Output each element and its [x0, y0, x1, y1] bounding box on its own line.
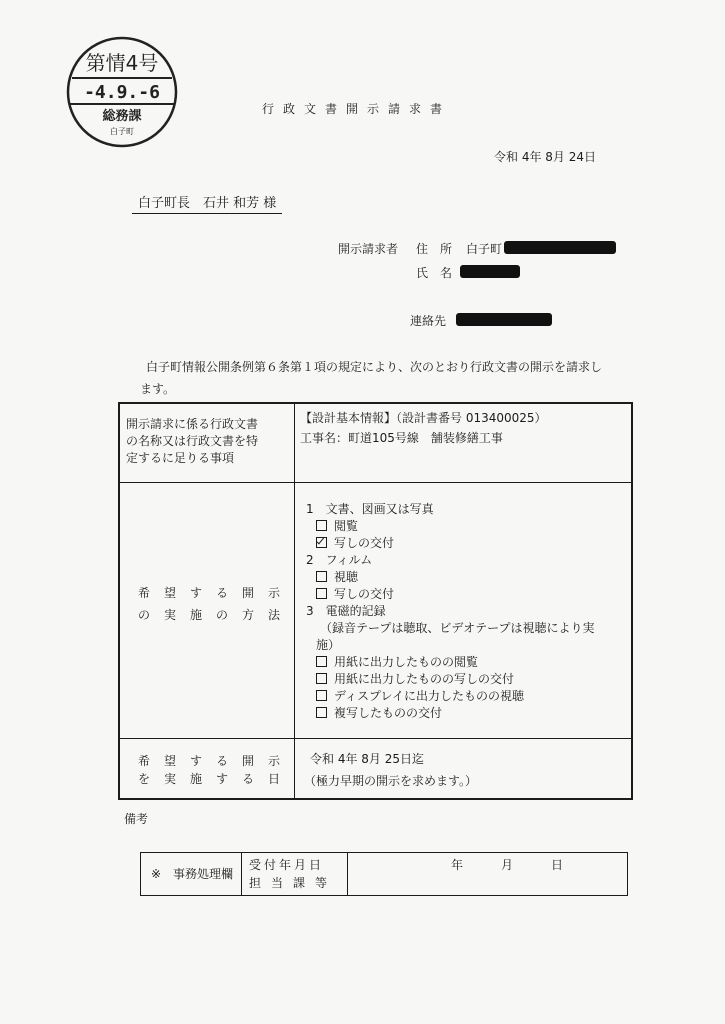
sub-label: 受付年月日 — [249, 858, 325, 872]
checkbox-icon[interactable] — [316, 707, 327, 718]
checkbox-icon[interactable] — [316, 588, 327, 599]
office-year: 年 — [451, 858, 464, 872]
intro-line-1: 白子町情報公開条例第６条第１項の規定により、次のとおり行政文書の開示を請求し — [146, 360, 603, 374]
intro-paragraph — [140, 356, 630, 400]
document-name-label — [126, 416, 258, 467]
value-line: 工事名：町道105号線 舗装修繕工事 — [300, 431, 503, 445]
office-sub-labels — [249, 856, 337, 892]
value-line: （極力早期の開示を求めます。） — [304, 774, 478, 788]
date-value — [304, 748, 478, 792]
option-duplicate-delivery[interactable] — [316, 704, 442, 721]
checkbox-icon[interactable] — [316, 571, 327, 582]
stamp-dept-text: 総務課 — [102, 109, 142, 124]
option-film-copy[interactable] — [316, 585, 394, 602]
office-use-label: ※ 事務処理欄 — [151, 867, 234, 881]
label-line: 希望する開示 — [138, 586, 295, 600]
reception-stamp-graphic — [64, 34, 180, 150]
remarks-label: 備考 — [124, 812, 149, 826]
option-label: 写しの交付 — [334, 587, 395, 601]
checkbox-icon[interactable] — [316, 537, 327, 548]
electronic-note-line-2: 施） — [316, 638, 341, 652]
option-copy-delivery[interactable] — [316, 534, 394, 551]
checkbox-icon[interactable] — [316, 690, 327, 701]
label-line: の実施の方法 — [138, 608, 295, 622]
checkbox-icon[interactable] — [316, 673, 327, 684]
checkbox-icon[interactable] — [316, 520, 327, 531]
method-heading-film: 2 フィルム — [306, 553, 373, 567]
request-table — [118, 402, 633, 800]
requester-heading: 開示請求者 — [338, 242, 399, 256]
option-label: 写しの交付 — [334, 536, 395, 550]
value-line: 令和 4年 8月 25日迄 — [310, 752, 424, 766]
document-name-value — [300, 408, 547, 448]
address-redaction — [504, 241, 616, 254]
addressee: 白子町長 石井 和芳 様 — [132, 192, 282, 214]
label-line: 開示請求に係る行政文書 — [126, 417, 259, 431]
option-viewing[interactable] — [316, 517, 358, 534]
electronic-note-line-1: （録音テープは聴取、ビデオテープは視聴により実 — [320, 621, 595, 635]
contact-label: 連絡先 — [410, 314, 447, 328]
date-label — [138, 752, 294, 788]
option-film-viewing[interactable] — [316, 568, 358, 585]
option-print-copy[interactable] — [316, 670, 514, 687]
method-heading-electronic: 3 電磁的記録 — [306, 604, 386, 618]
name-redaction — [460, 265, 520, 278]
label-line: の名称又は行政文書を特 — [126, 434, 259, 448]
table-column-divider — [294, 404, 295, 798]
document-title: 行政文書開示請求書 — [262, 102, 452, 116]
table-divider — [120, 482, 631, 483]
option-label: 閲覧 — [334, 519, 359, 533]
option-label: 用紙に出力したものの写しの交付 — [334, 672, 515, 686]
table-divider — [120, 738, 631, 739]
request-date: 令和 4年 8月 24日 — [494, 150, 596, 164]
option-label: ディスプレイに出力したものの視聴 — [334, 689, 524, 703]
office-use-table — [140, 852, 628, 896]
option-label: 視聴 — [334, 570, 359, 584]
value-line: 【設計基本情報】（設計書番号 013400025） — [300, 411, 547, 425]
option-label: 用紙に出力したものの閲覧 — [334, 655, 479, 669]
stamp-town-text: 白子町 — [110, 127, 134, 136]
intro-line-2: ます。 — [140, 382, 176, 396]
stamp-date-text: -4.9.-6 — [84, 82, 160, 103]
label-line: 定するに足りる事項 — [126, 451, 235, 465]
address-value: 白子町 — [466, 242, 503, 256]
office-day: 日 — [551, 858, 564, 872]
method-label — [138, 582, 294, 626]
checkbox-icon[interactable] — [316, 656, 327, 667]
table-column-divider — [241, 853, 242, 895]
method-heading-documents: 1 文書、図画又は写真 — [306, 502, 434, 516]
stamp-number-text: 第情4号 — [85, 51, 159, 75]
address-label: 住 所 — [416, 242, 453, 256]
reception-stamp — [64, 34, 180, 150]
sub-label: 担当課等 — [249, 876, 338, 890]
table-column-divider — [347, 853, 348, 895]
office-month: 月 — [501, 858, 514, 872]
option-print-viewing[interactable] — [316, 653, 478, 670]
label-line: を実施する日 — [138, 772, 295, 786]
option-label: 複写したものの交付 — [334, 706, 443, 720]
contact-redaction — [456, 313, 552, 326]
name-label: 氏 名 — [416, 266, 453, 280]
option-display-viewing[interactable] — [316, 687, 524, 704]
label-line: 希望する開示 — [138, 754, 295, 768]
